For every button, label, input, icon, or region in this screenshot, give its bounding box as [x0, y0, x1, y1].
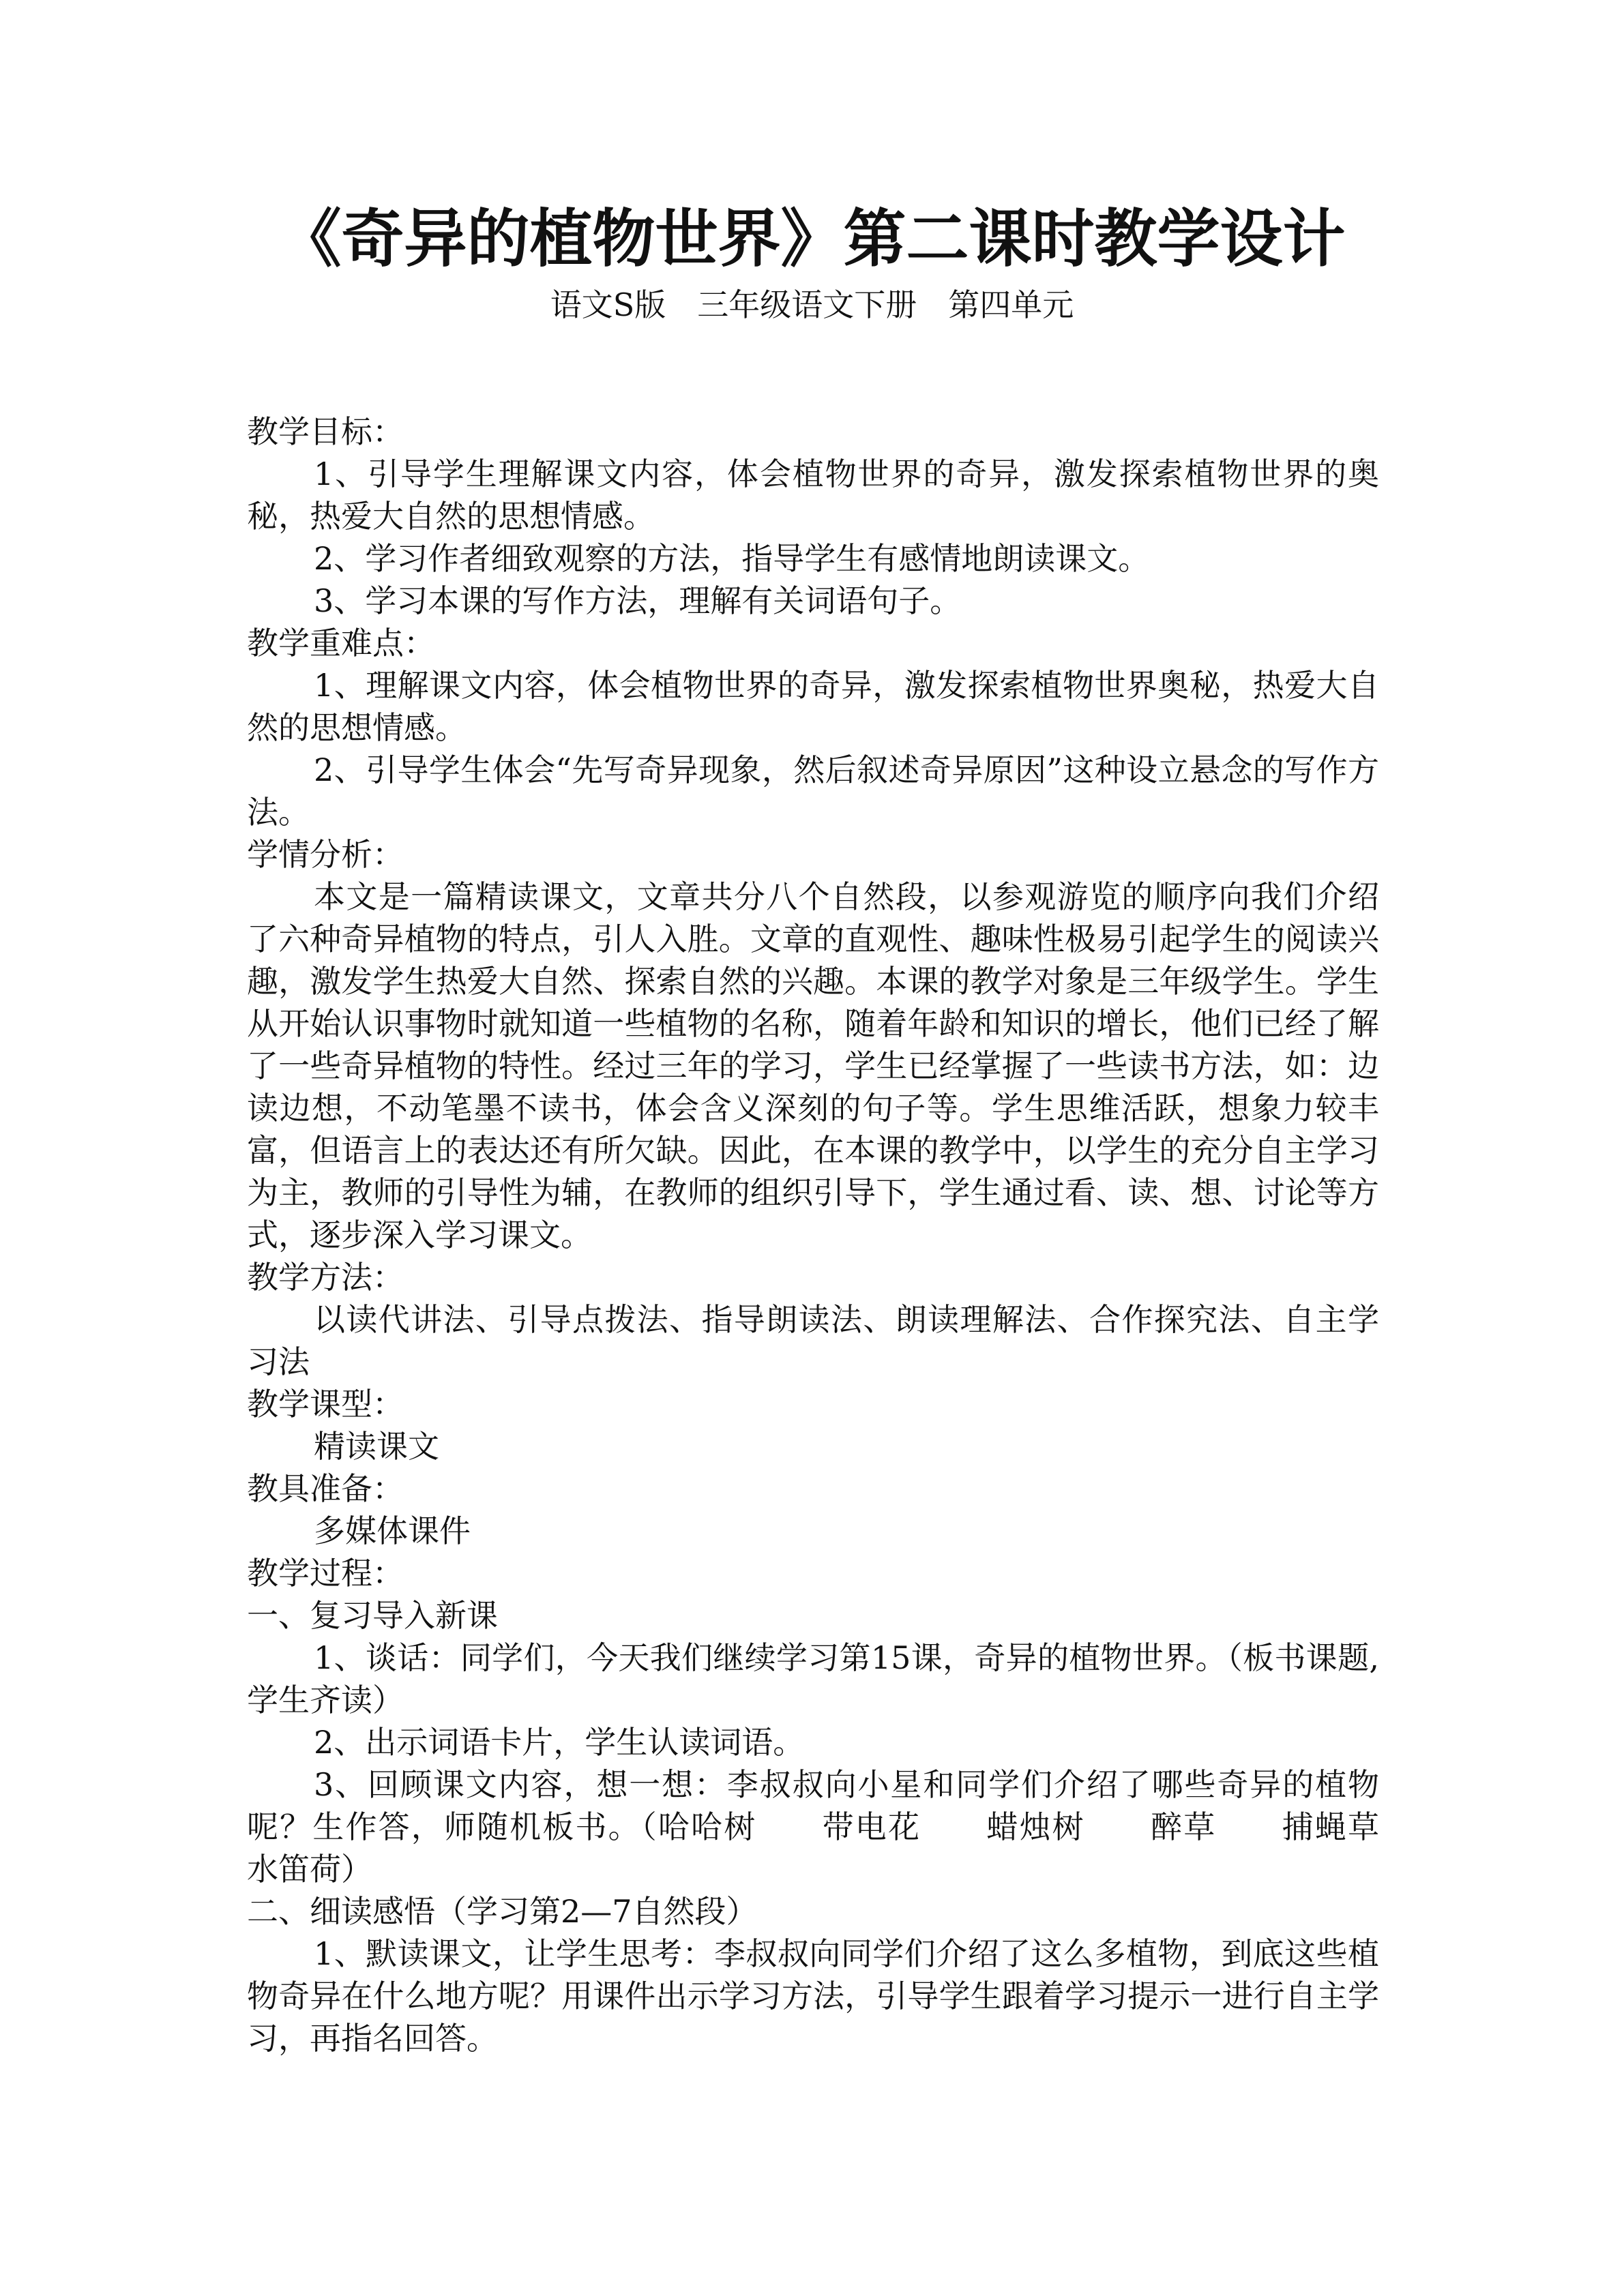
review-step-3: 3、回顾课文内容，想一想：李叔叔向小星和同学们介绍了哪些奇异的植物呢？生作答，师随机板书。（哈哈树 带电花 蜡烛树 醉草 捕蝇草 水笛荷） [247, 1766, 1442, 1888]
heading-key-points: 教学重难点： [247, 625, 435, 661]
goal-2: 2、学习作者细致观察的方法，指导学生有感情地朗读课文。 [314, 540, 1150, 577]
goal-3: 3、学习本课的写作方法，理解有关词语句子。 [314, 582, 962, 619]
document-subtitle: 语文S版 三年级语文下册 第四单元 [550, 286, 1074, 323]
teaching-aids-paragraph: 多媒体课件 [314, 1512, 471, 1549]
key-point-1: 1、理解课文内容，体会植物世界的奇异，激发探索植物世界奥秘，热爱大自然的思想情感。 [247, 667, 1379, 746]
key-point-2: 2、引导学生体会“先写奇异现象，然后叙述奇异原因”这种设立悬念的写作方法。 [247, 751, 1379, 831]
document-body [247, 411, 1442, 2059]
teaching-methods-paragraph: 以读代讲法、引导点拨法、指导朗读法、朗读理解法、合作探究法、自主学习法 [247, 1301, 1379, 1380]
heading-lesson-type: 教学课型： [247, 1386, 404, 1422]
review-step-1: 1、谈话：同学们，今天我们继续学习第15课，奇异的植物世界。（板书课题,学生齐读） [247, 1639, 1379, 1718]
student-analysis-paragraph: 本文是一篇精读课文，文章共分八个自然段，以参观游览的顺序向我们介绍了六种奇异植物的特点，引人入胜。文章的直观性、趣味性极易引起学生的阅读兴趣，激发学生热爱大自然、探索自然的兴趣。本课的教学对象是三年级学生。学生从开始认识事物时就知道一些植物的名称，随着年龄和知识的增长，他们已经了解了一些奇异植物的特性。经过三年的学习，学生已经掌握了一些读书方法，如：边读边想，不动笔墨不读书，体会含义深刻的句子等。学生思维活跃，想象力较丰富，但语言上的表达还有所欠缺。因此，在本课的教学中，以学生的充分自主学习为主，教师的引导性为辅，在教师的组织引导下，学生通过看、读、想、讨论等方式，逐步深入学习课文。 [247, 878, 1379, 1253]
review-step-2: 2、出示词语卡片，学生认读词语。 [314, 1724, 805, 1761]
heading-teaching-methods: 教学方法： [247, 1259, 404, 1296]
lesson-type-paragraph: 精读课文 [314, 1428, 439, 1465]
heading-teaching-process: 教学过程： [247, 1555, 404, 1592]
close-reading-step-1: 1、默读课文，让学生思考：李叔叔向同学们介绍了这么多植物，到底这些植物奇异在什么地方呢？用课件出示学习方法，引导学生跟着学习提示一进行自主学习，再指名回答。 [247, 1935, 1379, 2057]
heading-teaching-aids: 教具准备： [247, 1470, 404, 1507]
heading-student-analysis: 学情分析： [247, 836, 404, 873]
document-title: 《奇异的植物世界》第二课时教学设计 [278, 202, 1346, 275]
heading-review-intro: 一、复习导入新课 [247, 1597, 498, 1634]
heading-close-reading: 二、细读感悟（学习第2—7自然段） [247, 1893, 758, 1930]
goal-1: 1、引导学生理解课文内容，体会植物世界的奇异，激发探索植物世界的奥秘，热爱大自然的思想情感。 [247, 456, 1379, 535]
heading-teaching-goals: 教学目标： [247, 413, 404, 450]
